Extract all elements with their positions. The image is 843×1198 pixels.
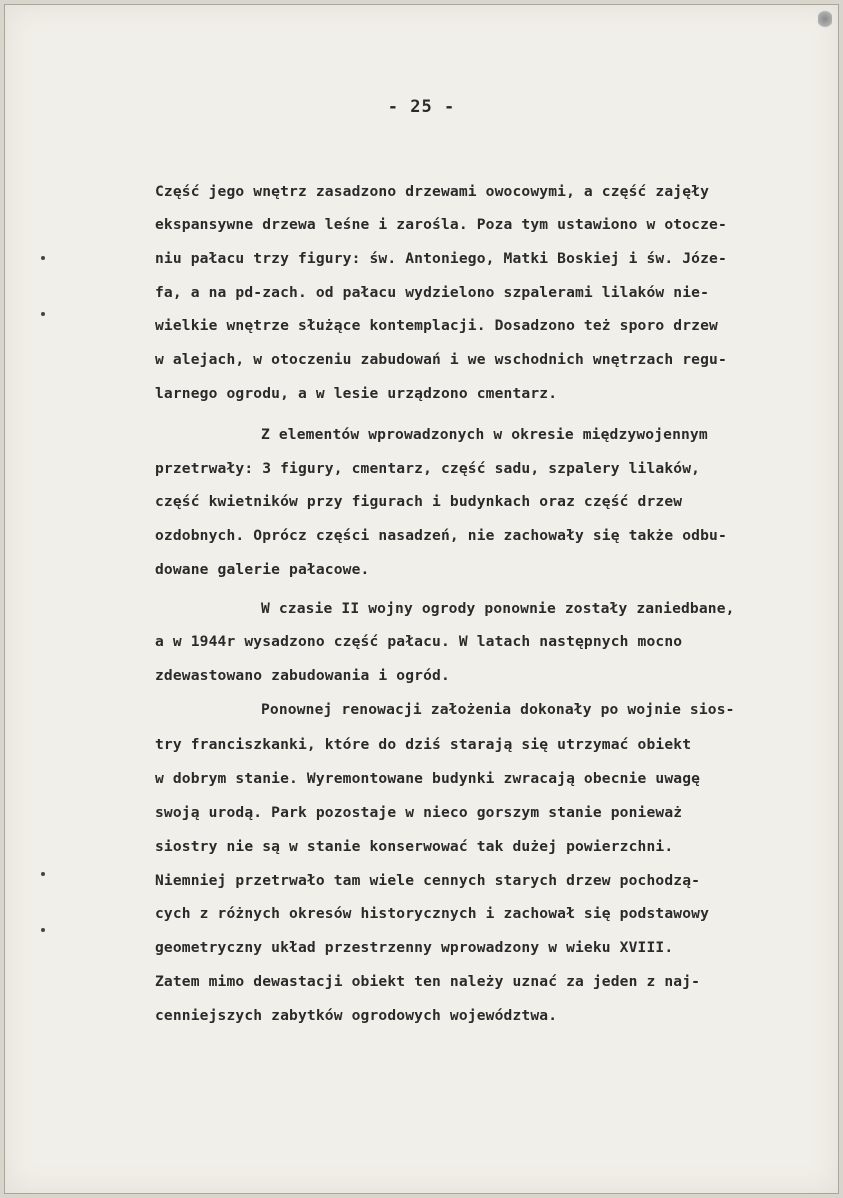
text-line: Zatem mimo dewastacji obiekt ten należy uznać za jeden z naj- [155,973,701,990]
text-line: w dobrym stanie. Wyremontowane budynki zwracają obecnie uwagę [155,770,701,787]
binding-hole-mark [41,872,45,876]
text-line: siostry nie są w stanie konserwować tak dużej powierzchni. [155,838,674,855]
document-page [4,4,839,1194]
text-line: przetrwały: 3 figury, cmentarz, część sadu, szpalery lilaków, [155,460,701,477]
text-line: dowane galerie pałacowe. [155,561,370,578]
text-line: Z elementów wprowadzonych w okresie międzywojennym [261,426,708,443]
text-line: część kwietników przy figurach i budynkach oraz część drzew [155,493,683,510]
text-line: wielkie wnętrze służące kontemplacji. Dosadzono też sporo drzew [155,317,718,334]
text-line: cych z różnych okresów historycznych i zachował się podstawowy [155,905,710,922]
text-line: geometryczny układ przestrzenny wprowadzony w wieku XVIII. [155,939,674,956]
text-line: larnego ogrodu, a w lesie urządzono cmentarz. [155,385,558,402]
corner-punch-mark [818,9,832,29]
text-line: W czasie II wojny ogrody ponownie zostały zaniedbane, [261,600,735,617]
text-line: Część jego wnętrz zasadzono drzewami owocowymi, a część zajęły [155,183,710,200]
text-line: ekspansywne drzewa leśne i zarośla. Poza tym ustawiono w otocze- [155,216,727,233]
text-line: Ponownej renowacji założenia dokonały po wojnie sios- [261,701,735,718]
text-line: cenniejszych zabytków ogrodowych województwa. [155,1007,558,1024]
text-line: w alejach, w otoczeniu zabudowań i we wschodnich wnętrzach regu- [155,351,727,368]
text-line: swoją urodą. Park pozostaje w nieco gorszym stanie ponieważ [155,804,683,821]
binding-hole-mark [41,312,45,316]
binding-hole-mark [41,928,45,932]
text-line: niu pałacu trzy figury: św. Antoniego, Matki Boskiej i św. Józe- [155,250,727,267]
text-line: zdewastowano zabudowania i ogród. [155,667,450,684]
text-line: fa, a na pd-zach. od pałacu wydzielono szpalerami lilaków nie- [155,284,710,301]
text-line: ozdobnych. Oprócz części nasadzeń, nie zachowały się także odbu- [155,527,727,544]
text-line: a w 1944r wysadzono część pałacu. W latach następnych mocno [155,633,683,650]
page-number: - 25 - [387,97,456,117]
text-line: Niemniej przetrwało tam wiele cennych starych drzew pochodzą- [155,872,701,889]
binding-hole-mark [41,256,45,260]
text-line: try franciszkanki, które do dziś starają się utrzymać obiekt [155,736,692,753]
